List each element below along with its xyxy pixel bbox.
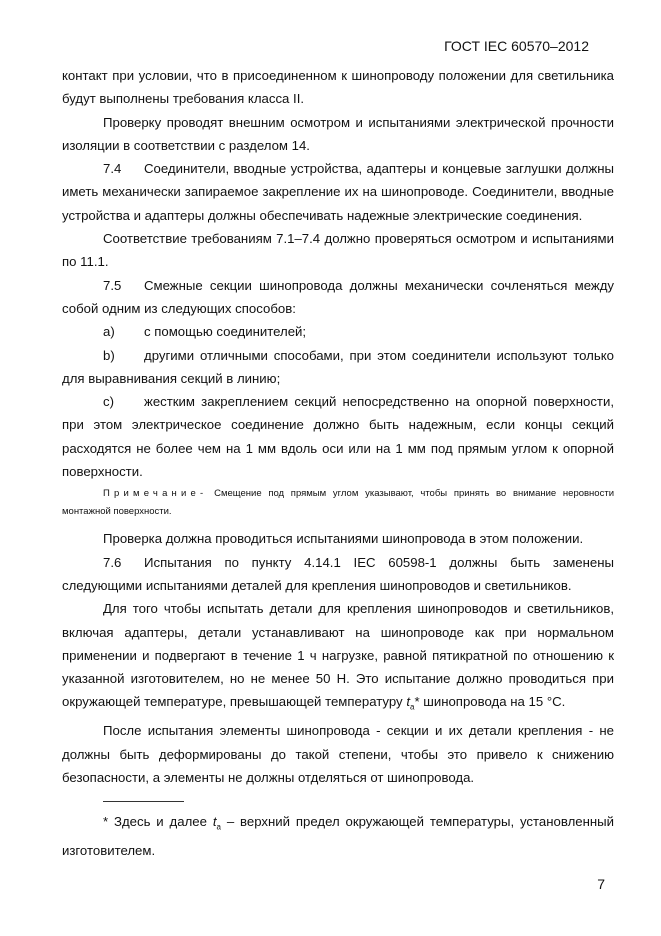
- list-item-c: [62, 390, 614, 483]
- note-text: Смещение под прямым углом указывают, чтобы принять во внимание неровности монтажной поверхности.: [62, 488, 614, 518]
- section-7-6: [62, 551, 614, 598]
- list-text: другими отличными способами, при этом соединители используют только для выравнивания секций в линию;: [62, 347, 614, 386]
- list-item-a: [62, 320, 614, 343]
- section-7-4: [62, 157, 614, 227]
- paragraph-text-a: Для того чтобы испытать детали для крепления шинопроводов и светильников, включая адаптеры, детали устанавливают на шинопроводе как при нормальном применении и подвергают в течение 1 ч нагрузке, равной пятикратной по отношению к указанной изготовителем, но не менее 50 Н. Это испытание должно проводиться при окружающей температуре, превышающей температуру: [62, 601, 614, 710]
- paragraph-test-procedure: [62, 597, 614, 719]
- section-text: Испытания по пункту 4.14.1 IEC 60598-1 должны быть заменены следующими испытаниями деталей для крепления шинопроводов и светильников.: [62, 554, 614, 593]
- footnote-text-a: * Здесь и далее: [103, 814, 207, 830]
- list-text: с помощью соединителей;: [144, 324, 307, 340]
- document-header: ГОСТ IEC 60570–2012: [444, 38, 589, 54]
- paragraph-continuation: контакт при условии, что в присоединенном к шинопроводу положении для светильника будут выполнены требования класса II.: [62, 68, 614, 107]
- list-text: жестким закреплением секций непосредственно на опорной поверхности, при этом электрическое соединение должно быть надежным, если концы секций расходятся не более чем на 1 мм вдоль оси или на 1 мм под прямым углом к опорной поверхности.: [62, 394, 614, 480]
- ambient-temperature-symbol: $t_a$: [212, 814, 221, 832]
- footnote-rule: [103, 801, 184, 802]
- list-label: a): [103, 324, 115, 340]
- document-body: [62, 64, 614, 862]
- footnote-text-b: – верхний предел окружающей температуры, установленный изготовителем.: [62, 814, 615, 859]
- spacer: [62, 789, 614, 801]
- section-text: Смежные секции шинопровода должны механически сочленяться между собой одним из следующих способов:: [62, 277, 614, 316]
- paragraph-text-b: * шинопровода на 15 °С.: [414, 694, 566, 710]
- section-number: 7.5: [103, 277, 122, 293]
- paragraph-after-test: После испытания элементы шинопровода - секции и их детали крепления - не должны быть деформированы до такой степени, чтобы это привело к снижению безопасности, а элементы не должны отделяться от шинопровода.: [62, 723, 614, 785]
- paragraph-verification-14: Проверку проводят внешним осмотром и испытаниями электрической прочности изоляции в соответствии с разделом 14.: [62, 114, 614, 153]
- section-number: 7.4: [103, 161, 122, 177]
- note-label: Примечание-: [103, 488, 208, 500]
- ambient-temperature-symbol: $t_a$: [406, 694, 415, 713]
- paragraph-verification-position: Проверка должна проводиться испытаниями шинопровода в этом положении.: [103, 531, 584, 547]
- list-item-b: [62, 344, 614, 391]
- page-number: 7: [597, 876, 605, 892]
- list-label: b): [103, 347, 115, 363]
- section-number: 7.6: [103, 554, 122, 570]
- section-7-5: [62, 274, 614, 321]
- footnote: [62, 810, 614, 862]
- note: [62, 485, 614, 521]
- paragraph-compliance: Соответствие требованиям 7.1–7.4 должно проверяться осмотром и испытаниями по 11.1.: [62, 231, 614, 270]
- section-text: Соединители, вводные устройства, адаптеры и концевые заглушки должны иметь механически запираемое закрепление их на шинопроводе. Соединители, вводные устройства и адаптеры должны обеспечивать надежные электрические соединения.: [62, 161, 614, 223]
- list-label: c): [103, 394, 114, 410]
